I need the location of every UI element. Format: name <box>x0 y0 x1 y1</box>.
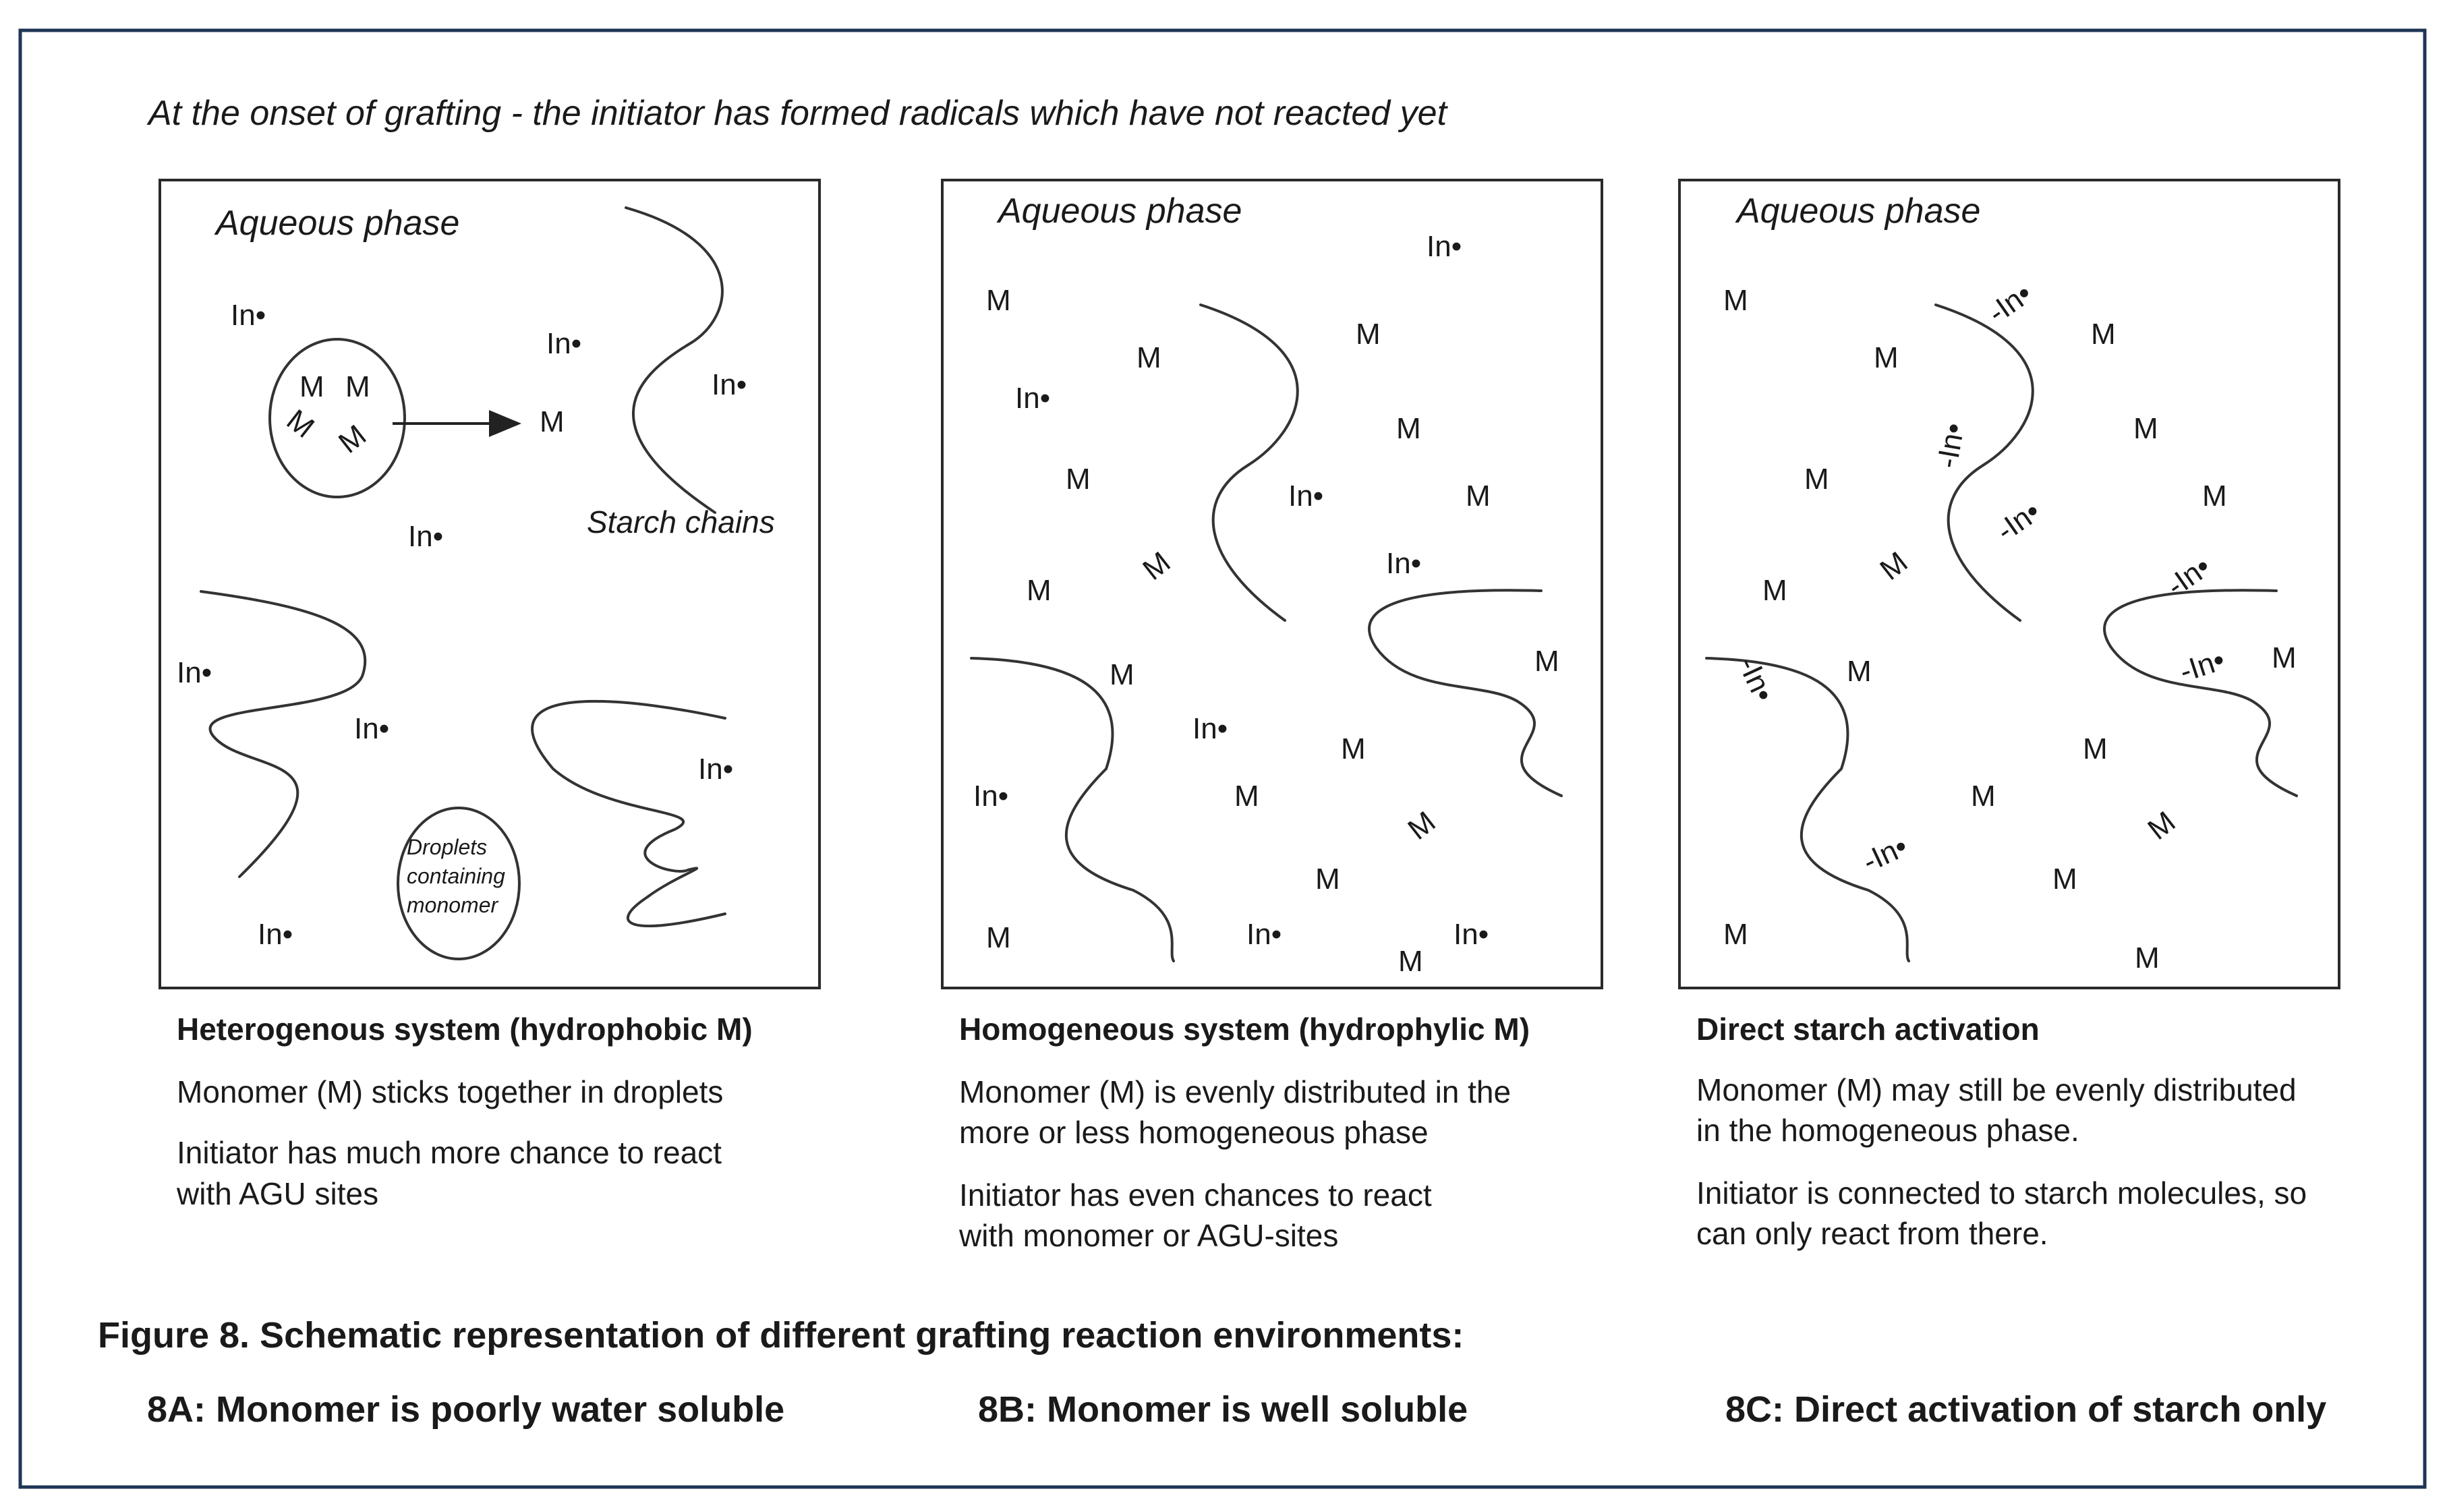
attached-initiator: -In• <box>1858 830 1913 879</box>
monomer-symbol: M <box>986 921 1011 954</box>
attached-initiator: -In• <box>1731 651 1781 707</box>
panel-8b <box>942 180 1602 988</box>
monomer-symbol: M <box>2052 863 2077 896</box>
monomer-symbol: M <box>1027 574 1052 607</box>
monomer-symbol: M <box>1762 574 1787 607</box>
monomer-symbol: M <box>1066 463 1091 496</box>
attached-initiator: -In• <box>2175 643 2229 689</box>
panel-8a-title: Heterogenous system (hydrophobic M) <box>177 1012 753 1047</box>
initiator-radical: In• <box>546 327 582 360</box>
monomer-symbol: M <box>1971 780 1996 813</box>
panel-8c-desc-line: Monomer (M) may still be evenly distributed <box>1696 1072 2297 1107</box>
monomer-symbol: M <box>540 405 565 438</box>
monomer-symbol: M <box>299 370 324 403</box>
monomer-symbol: M <box>1137 341 1161 374</box>
panel-8b-desc-line: Monomer (M) is evenly distributed in the <box>959 1074 1512 1109</box>
panel-8a-phase-label: Aqueous phase <box>216 204 460 243</box>
monomer-symbol: M <box>1110 658 1134 691</box>
monomer-symbol: M <box>1874 341 1899 374</box>
caption-8b: 8B: Monomer is well soluble <box>978 1389 1468 1430</box>
monomer-symbol: M <box>2091 318 2116 351</box>
monomer-symbol: M <box>1137 545 1177 587</box>
panel-8a-desc-line: Initiator has much more chance to react <box>177 1135 722 1170</box>
panel-8c-title: Direct starch activation <box>1696 1012 2040 1047</box>
monomer-symbol: M <box>1723 918 1748 951</box>
monomer-symbol: M <box>1874 545 1914 587</box>
initiator-radical: In• <box>258 918 293 951</box>
panel-8c-desc-line: in the homogeneous phase. <box>1696 1113 2079 1148</box>
monomer-symbol: M <box>2133 412 2158 445</box>
initiator-radical: In• <box>1386 547 1422 580</box>
monomer-symbol: M <box>1341 732 1366 765</box>
panel-8a <box>160 180 819 988</box>
initiator-radical: In• <box>354 712 390 745</box>
panel-8c-description <box>1696 1012 2307 1251</box>
initiator-radical: In• <box>712 368 747 401</box>
initiator-radical: In• <box>973 780 1009 813</box>
monomer-symbol: M <box>1396 412 1421 445</box>
monomer-symbol: M <box>1356 318 1381 351</box>
caption-8c: 8C: Direct activation of starch only <box>1725 1389 2327 1430</box>
caption-8a: 8A: Monomer is poorly water soluble <box>147 1389 785 1430</box>
monomer-symbol: M <box>2202 479 2227 513</box>
initiator-radical: In• <box>1015 382 1051 415</box>
starch-chains-label: Starch chains <box>587 504 775 540</box>
monomer-symbol: M <box>1723 284 1748 317</box>
monomer-symbol: M <box>1847 655 1872 688</box>
panel-8c-desc-line: Initiator is connected to starch molecules, so <box>1696 1175 2307 1211</box>
monomer-symbol: M <box>280 403 320 445</box>
initiator-radical: In• <box>1288 479 1324 513</box>
panel-8a-desc-line: with AGU sites <box>177 1176 379 1211</box>
monomer-symbol: M <box>1234 780 1259 813</box>
monomer-symbol: M <box>986 284 1011 317</box>
panel-8c-phase-label: Aqueous phase <box>1737 192 1981 231</box>
figure-subtitle: At the onset of grafting - the initiator has formed radicals which have not reacted yet <box>148 94 1447 133</box>
initiator-radical: In• <box>1454 918 1489 951</box>
panel-8b-phase-label: Aqueous phase <box>998 192 1242 231</box>
attached-initiator: -In• <box>1982 277 2038 330</box>
panel-8b-title: Homogeneous system (hydrophylic M) <box>959 1012 1530 1047</box>
panel-8c-desc-line: can only react from there. <box>1696 1216 2048 1251</box>
initiator-radical: In• <box>1246 918 1282 951</box>
panel-8a-description <box>176 1012 753 1211</box>
initiator-radical: In• <box>177 656 212 689</box>
initiator-radical: In• <box>231 299 266 332</box>
attached-initiator: -In• <box>1990 494 2046 548</box>
panel-8b-description <box>958 1012 1530 1253</box>
initiator-radical: In• <box>1192 712 1228 745</box>
monomer-symbol: M <box>345 370 370 403</box>
initiator-radical: In• <box>698 753 734 786</box>
monomer-symbol: M <box>1398 945 1423 978</box>
panel-8b-desc-line: with monomer or AGU-sites <box>959 1218 1339 1253</box>
monomer-symbol: M <box>332 418 373 460</box>
panel-8c <box>1679 180 2339 988</box>
droplet-label-line: containing <box>407 864 505 888</box>
droplet-label-line: monomer <box>407 893 498 917</box>
panel-8a-desc-line: Monomer (M) sticks together in droplets <box>177 1074 724 1109</box>
initiator-radical: In• <box>408 520 444 553</box>
panel-8b-desc-line: more or less homogeneous phase <box>959 1115 1429 1150</box>
monomer-symbol: M <box>1804 463 1829 496</box>
attached-initiator: -In• <box>1930 420 1972 471</box>
monomer-symbol: M <box>1466 479 1491 513</box>
monomer-symbol: M <box>2272 641 2297 674</box>
attached-initiator: -In• <box>2160 550 2217 603</box>
monomer-symbol: M <box>2141 805 2182 846</box>
monomer-symbol: M <box>1315 863 1340 896</box>
monomer-symbol: M <box>2135 941 2160 975</box>
monomer-symbol: M <box>2083 732 2108 765</box>
figure-caption <box>98 1315 2326 1430</box>
initiator-radical: In• <box>1427 230 1462 263</box>
monomer-symbol: M <box>1402 805 1442 846</box>
panel-8b-desc-line: Initiator has even chances to react <box>959 1177 1432 1213</box>
caption-title: Figure 8. Schematic representation of different grafting reaction environments: <box>98 1315 1464 1356</box>
droplet-label-line: Droplets <box>407 835 488 859</box>
monomer-symbol: M <box>1534 645 1559 678</box>
